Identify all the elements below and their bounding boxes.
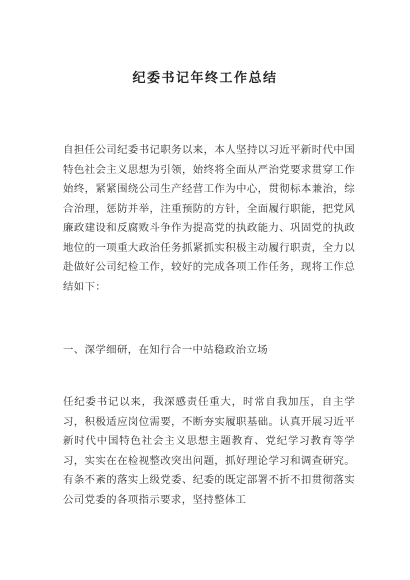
document-title: 纪委书记年终工作总结 <box>132 71 278 86</box>
section-heading-1: 一、深学细研，在知行合一中站稳政治立场 <box>63 344 269 356</box>
body-paragraph-section-1: 任纪委书记以来，我深感责任重大，时常自我加压，自主学习，积极适应岗位需要，不断夯实履职基础。认真开展习近平新时代中国特色社会主义思想主题教育、党纪学习教育等学习，实实在在检视整改突出问题，抓好理论学习和调查研究。有条不紊的落实上级党委、纪委的既定部署不折不扣贯彻落实公司党委的各项指示要求，坚持整体工 <box>63 396 355 506</box>
body-paragraph-intro: 自担任公司纪委书记职务以来，本人坚持以习近平新时代中国特色社会主义思想为引领，始终将全面从严治党要求贯穿工作始终，紧紧围绕公司生产经营工作为中心，贯彻标本兼治，综合治理，惩防并举，注重预防的方针，全面履行职能，把党风廉政建设和反腐败斗争作为提高党的执政能力、巩固党的执政地位的一项重大政治任务抓紧抓实积极主动履行职责，全力以赴做好公司纪检工作，较好的完成各项工作任务，现将工作总结如下： <box>63 144 355 293</box>
